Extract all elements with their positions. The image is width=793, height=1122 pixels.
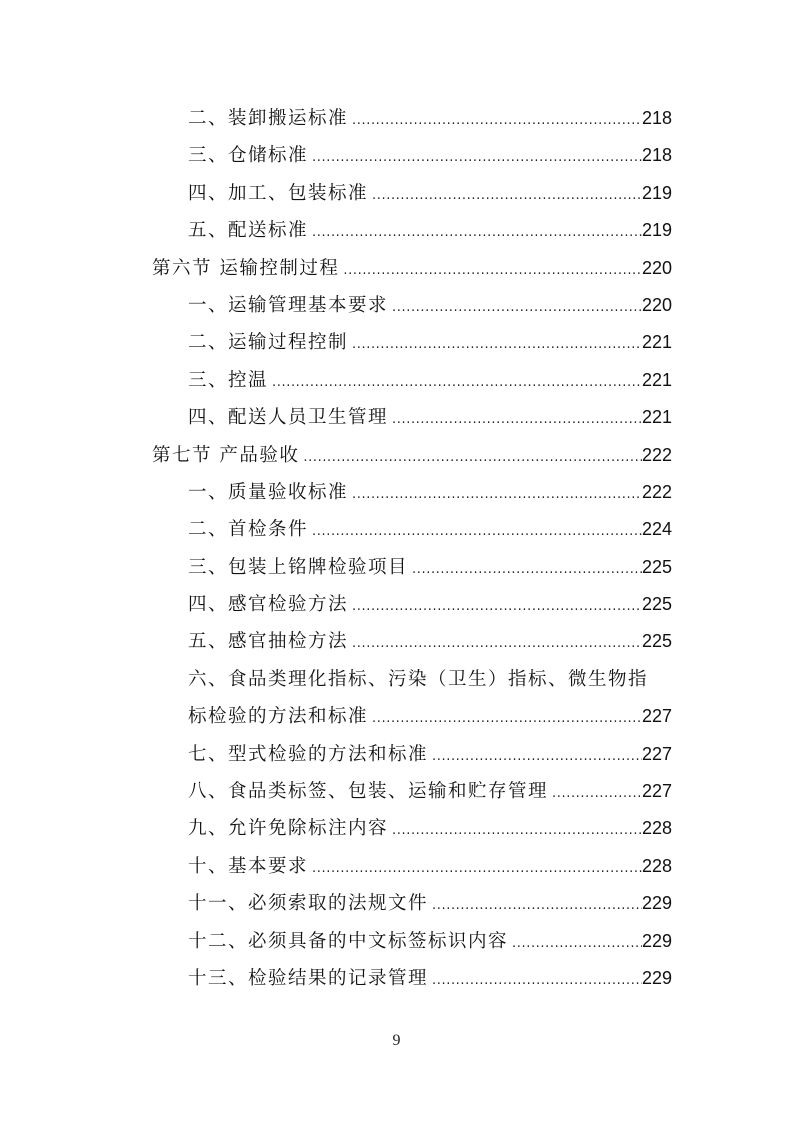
toc-entry[interactable] (152, 698, 672, 735)
dot-leader (408, 551, 642, 588)
toc-entry-title: 三、控温 (188, 369, 269, 391)
toc-entry-page: 228 (641, 855, 672, 876)
toc-entry-page: 229 (641, 930, 672, 951)
dot-leader (348, 588, 642, 625)
dot-leader (508, 925, 642, 962)
toc-entry[interactable] (152, 848, 672, 885)
toc-entry-page: 220 (641, 294, 672, 315)
toc-entry[interactable] (152, 399, 672, 436)
dot-leader (388, 812, 642, 849)
toc-entry-page: 225 (641, 631, 672, 652)
toc-entry-title: 一、质量验收标准 (188, 481, 349, 503)
toc-entry[interactable] (152, 586, 672, 623)
toc-entry-title: 六、食品类理化指标、污染（卫生）指标、微生物指 (188, 668, 649, 690)
dot-leader (308, 139, 642, 176)
toc-entry-title: 一、运输管理基本要求 (188, 294, 389, 316)
page-number: 9 (392, 1032, 401, 1049)
toc-entry-page: 229 (641, 893, 672, 914)
dot-leader (348, 102, 642, 139)
toc-entry-title: 十、基本要求 (188, 855, 309, 877)
toc-entry[interactable] (152, 287, 672, 324)
toc-entry-title: 第七节 产品验收 (152, 444, 300, 466)
toc-entry-page: 228 (641, 818, 672, 839)
toc-entry-page: 225 (641, 556, 672, 577)
toc-entry[interactable] (152, 137, 672, 174)
toc-entry-title: 三、包装上铭牌检验项目 (188, 556, 409, 578)
toc-entry-title: 标检验的方法和标准 (188, 706, 369, 728)
toc-entry[interactable] (152, 623, 672, 660)
toc-entry[interactable] (152, 324, 672, 361)
dot-leader (308, 214, 642, 251)
dot-leader (348, 625, 642, 662)
toc-entry-page: 219 (641, 220, 672, 241)
toc-entry[interactable] (152, 212, 672, 249)
dot-leader (308, 513, 642, 550)
toc-entry[interactable] (152, 549, 672, 586)
dot-leader (348, 476, 642, 513)
toc-entry-page: 221 (641, 369, 672, 390)
toc-entry-title: 八、食品类标签、包装、运输和贮存管理 (188, 781, 549, 803)
toc-entry-page: 229 (641, 967, 672, 988)
dot-leader (388, 289, 642, 326)
toc-entry-title: 二、首检条件 (188, 519, 309, 541)
toc-entry[interactable] (152, 960, 672, 997)
toc-entry-title: 五、配送标准 (188, 220, 309, 242)
toc-entry-page: 221 (641, 407, 672, 428)
dot-leader (388, 401, 642, 438)
toc-entry[interactable] (152, 923, 672, 960)
toc-entry-page: 218 (641, 145, 672, 166)
toc-entry-title: 五、感官抽检方法 (188, 631, 349, 653)
dot-leader (339, 252, 642, 289)
dot-leader (348, 326, 642, 363)
toc-entry[interactable] (152, 885, 672, 922)
toc-entry-title: 九、允许免除标注内容 (188, 818, 389, 840)
toc-entry[interactable] (152, 736, 672, 773)
toc-entry-page: 227 (641, 743, 672, 764)
toc-entry-title: 十二、必须具备的中文标签标识内容 (188, 930, 509, 952)
dot-leader (548, 775, 642, 812)
toc-entry-page: 225 (641, 594, 672, 615)
toc-entry-title: 七、型式检验的方法和标准 (188, 743, 429, 765)
toc-entry-title: 二、装卸搬运标准 (188, 108, 349, 129)
dot-leader (428, 962, 642, 999)
table-of-contents (152, 100, 672, 997)
toc-entry-page: 220 (641, 257, 672, 278)
toc-entry[interactable] (152, 100, 672, 137)
toc-entry-title: 四、加工、包装标准 (188, 182, 369, 204)
toc-entry-title: 第六节 运输控制过程 (152, 257, 340, 279)
toc-entry-page: 219 (641, 182, 672, 203)
dot-leader (268, 364, 642, 401)
dot-leader (308, 850, 642, 887)
toc-entry-page: 222 (641, 444, 672, 465)
toc-entry-title: 三、仓储标准 (188, 145, 309, 167)
toc-entry[interactable] (152, 810, 672, 847)
toc-entry[interactable] (152, 773, 672, 810)
toc-entry-page: 224 (641, 519, 672, 540)
toc-section-entry[interactable] (152, 437, 672, 474)
dot-leader (428, 887, 642, 924)
toc-entry-page: 222 (641, 481, 672, 502)
toc-entry-page: 221 (641, 332, 672, 353)
toc-entry[interactable] (152, 474, 672, 511)
dot-leader (428, 738, 642, 775)
toc-section-entry[interactable] (152, 250, 672, 287)
toc-entry-title: 四、配送人员卫生管理 (188, 407, 389, 429)
dot-leader (368, 700, 642, 737)
toc-entry-title: 四、感官检验方法 (188, 594, 349, 616)
toc-entry-title: 十三、检验结果的记录管理 (188, 967, 429, 989)
toc-entry-page: 227 (641, 781, 672, 802)
toc-entry-wrapped-line[interactable] (152, 661, 672, 698)
toc-entry-page: 218 (641, 108, 672, 128)
toc-entry[interactable] (152, 511, 672, 548)
toc-entry-title: 十一、必须索取的法规文件 (188, 893, 429, 915)
toc-entry[interactable] (152, 362, 672, 399)
toc-entry[interactable] (152, 175, 672, 212)
dot-leader (299, 439, 642, 476)
dot-leader (368, 177, 642, 214)
toc-entry-title: 二、运输过程控制 (188, 332, 349, 354)
toc-entry-page: 227 (641, 706, 672, 727)
